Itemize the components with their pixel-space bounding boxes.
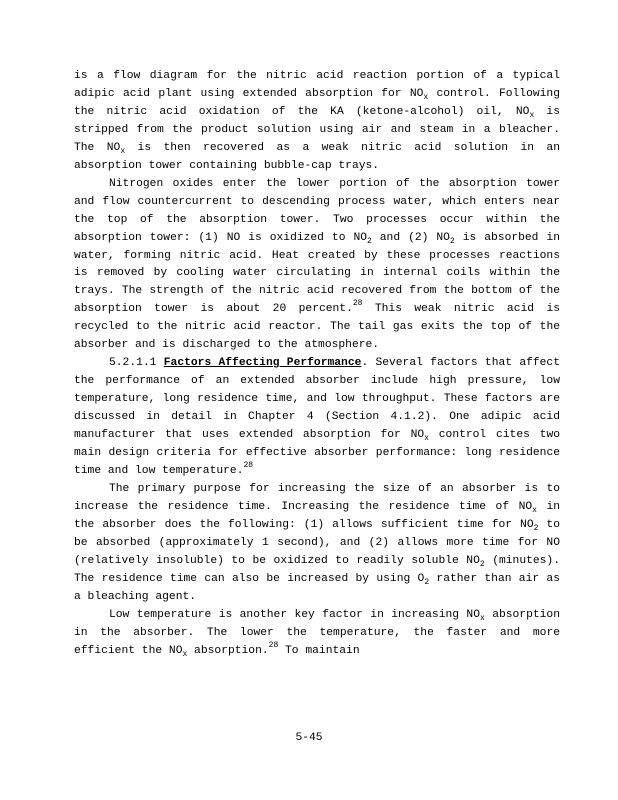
subscript-2: 2 — [479, 559, 485, 569]
reference-superscript: 28 — [352, 299, 363, 309]
section-heading: Factors Affecting Performance — [163, 357, 362, 370]
subscript-x: x — [423, 92, 429, 102]
subscript-2: 2 — [367, 236, 372, 246]
subscript-2: 2 — [449, 236, 455, 246]
paragraph-absorption-process: Nitrogen oxides enter the lower portion of the absorption tower and flow countercurrent to descending process water, which enters near the top of the absorption tower. Two processes occur within the absorption tower: (1) NO is oxidized to $NO_2$ and (2) $NO_2$ is absorbed in water, forming nitric acid. Heat created by these processes reactions is removed by cooling water circulating in internal coils within the trays. The strength of the nitric acid recovered from the bottom of the absorption tower is about 20 percent.$^{28}$ This weak nitric acid is recycled to the nitric acid reactor. The tail gas exits the top of the absorber and is discharged to the atmosphere. — [74, 177, 560, 352]
paragraph-low-temperature: Low temperature is another key factor in increasing $NO_x$ absorption in the absorber. The lower the temperature, the faster and more efficient the $NO_x$ absorption.$^{28}$ To maintain — [74, 608, 560, 659]
reference-superscript: 28 — [243, 460, 254, 470]
page-number: 5-45 — [295, 732, 323, 744]
subscript-x: x — [424, 434, 429, 444]
subscript-2: 2 — [424, 577, 430, 587]
subscript-x: x — [182, 649, 188, 659]
body-text — [74, 68, 560, 660]
paragraph-factors-affecting-performance: 5.2.1.1 Factors Affecting Performance. Several factors that affect the performance of an extended absorber include high pressure, low temperature, long residence time, and low throughput. These factors are discussed in detail in Chapter 4 (Section 4.1.2). One adipic acid manufacturer that uses extended absorption for $NO_x$ control cites two main design criteria for effective absorber performance: long residence time and low temperature.$^{28}$ — [74, 357, 561, 477]
paragraph-flow-diagram: is a flow diagram for the nitric acid reaction portion of a typical adipic acid plant using extended absorption for $NO_x$ control. Following the nitric acid oxidation of the KA (ketone-alcohol) oil, $NO_x$ is stripped from the product solution using air and steam in a bleacher. The $NO_x$ is then recovered as a weak nitric acid solution in an absorption tower containing bubble-cap trays. — [74, 70, 560, 172]
reference-superscript: 28 — [268, 640, 279, 650]
subscript-2: 2 — [533, 523, 539, 533]
subscript-x: x — [532, 505, 537, 515]
subscript-x: x — [479, 613, 485, 623]
subscript-x: x — [120, 146, 126, 156]
paragraph-residence-time: The primary purpose for increasing the size of an absorber is to increase the residence time. Increasing the residence time of $NO_x$ in the absorber does the following: (1) allows sufficient time for $NO_2$ to be absorbed (approximately 1 second), and (2) allows more time for NO (relatively insoluble) to be oxidized to readily soluble $NO_2$ (minutes). The residence time can also be increased by using $O_2$ rather than air as a bleaching agent. — [74, 482, 561, 603]
subscript-x: x — [529, 110, 535, 120]
section-number: 5.2.1.1 — [109, 357, 157, 370]
